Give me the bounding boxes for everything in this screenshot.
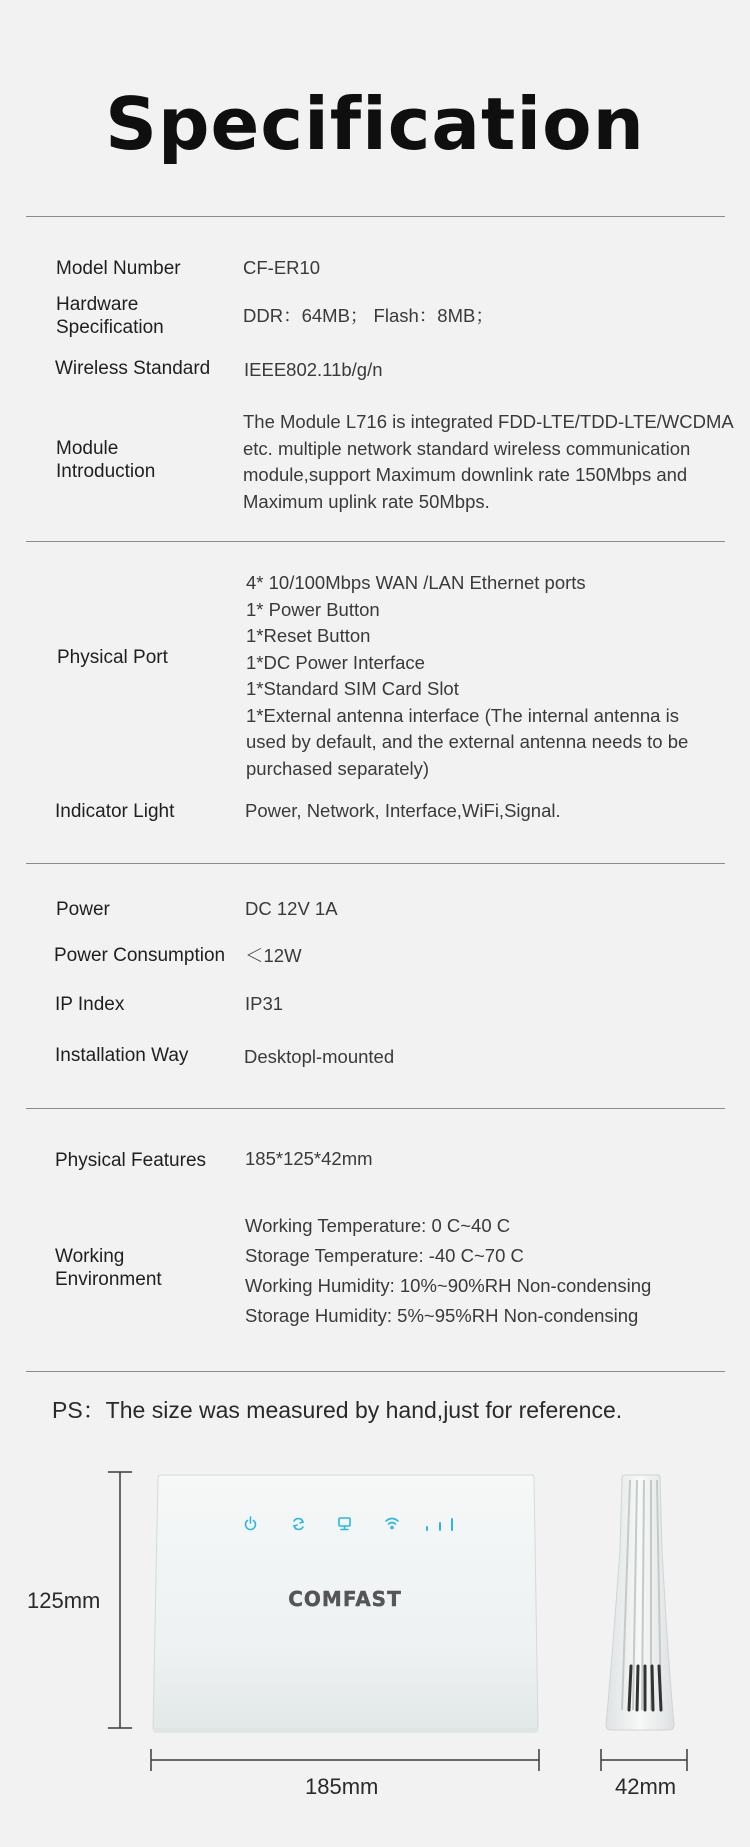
physical-port-line-4: 1*DC Power Interface [246,651,425,673]
physical-port-line-5: 1*Standard SIM Card Slot [246,678,459,699]
module-line-2: etc. multiple network standard wireless communication [243,437,691,459]
model-number-value: CF-ER10 [243,257,321,278]
depth-dimension-line [601,1749,687,1771]
physical-port-line-1: 4* 10/100Mbps WAN /LAN Ethernet ports [246,572,586,593]
indicator-light-value: Power, Network, Interface,WiFi,Signal. [245,800,561,821]
height-dimension-label: 125mm [27,1588,101,1613]
hardware-label-line1: Hardware [56,294,139,315]
height-dimension-line [108,1472,132,1728]
wireless-standard-value: IEEE802.11b/g/n [244,359,383,380]
environment-line-4: Storage Humidity: 5%~95%RH Non-condensing [245,1305,639,1326]
physical-features-value: 185*125*42mm [245,1148,373,1169]
environment-label-line1: Working [55,1246,125,1267]
installation-way-label: Installation Way [55,1045,189,1066]
physical-port-line-2: 1* Power Button [246,598,380,620]
physical-port-line-8: purchased separately) [246,757,430,779]
power-value: DC 12V 1A [245,898,338,919]
physical-port-line-3: 1*Reset Button [246,625,371,646]
section-divider [26,1371,725,1372]
installation-way-value: Desktopl-mounted [244,1046,395,1067]
environment-line-1: Working Temperature: 0 C~40 C [245,1215,511,1236]
physical-port-line-7: used by default, and the external antenna needs to be [246,731,689,752]
comfast-logo: COMFAST [288,1587,402,1611]
module-line-1: The Module L716 is integrated FDD-LTE/TDD-LTE/WCDMA [243,411,734,432]
product-dimension-diagram [0,1440,750,1810]
module-label-line2: Introduction [56,461,156,482]
measurement-note: PS：The size was measured by hand,just for reference. [52,1397,623,1423]
environment-line-3: Working Humidity: 10%~90%RH Non-condensing [245,1275,652,1296]
environment-line-2: Storage Temperature: -40 C~70 C [245,1245,524,1266]
model-number-label: Model Number [56,258,181,279]
hardware-label-line2: Specification [56,317,164,338]
ip-index-value: IP31 [245,993,284,1014]
hardware-value: DDR：64MB； Flash：8MB； [243,305,494,326]
width-dimension-label: 185mm [305,1774,379,1799]
page-title: Specification [105,82,645,166]
section-divider [26,541,725,542]
section-divider [26,1108,725,1109]
module-line-3: module,support Maximum downlink rate 150Mbps and [243,464,688,485]
module-line-4: Maximum uplink rate 50Mbps. [243,490,490,512]
ip-index-label: IP Index [55,994,125,1015]
environment-label-line2: Environment [55,1269,162,1290]
depth-dimension-label: 42mm [615,1774,677,1799]
module-label-line1: Module [56,438,119,459]
physical-port-label: Physical Port [57,647,168,668]
router-side-view [606,1475,674,1730]
section-divider [26,216,725,217]
section-divider [26,863,725,864]
power-consumption-label: Power Consumption [54,945,226,966]
power-consumption-value: ＜12W [245,945,302,966]
width-dimension-line [151,1749,539,1771]
physical-features-label: Physical Features [55,1150,207,1171]
physical-port-line-6: 1*External antenna interface (The internal antenna is [246,704,679,726]
wireless-standard-label: Wireless Standard [55,358,211,379]
indicator-light-label: Indicator Light [55,801,175,822]
power-label: Power [56,899,110,920]
